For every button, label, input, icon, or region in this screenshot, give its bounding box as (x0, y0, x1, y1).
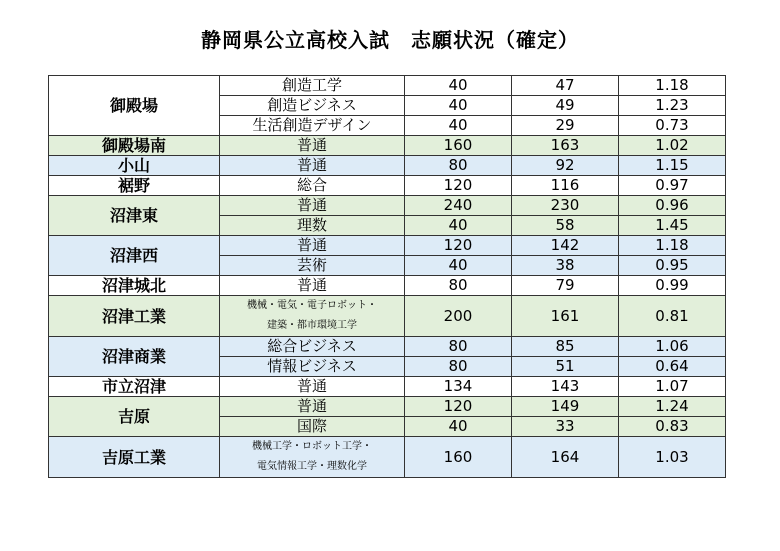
school-name: 沼津西 (49, 236, 220, 276)
course-name: 理数 (220, 216, 405, 236)
capacity-value: 120 (405, 397, 512, 417)
applicants-value: 92 (512, 156, 619, 176)
table-row (49, 236, 726, 256)
applicants-value: 33 (512, 417, 619, 437)
course-name (220, 437, 405, 478)
ratio-value: 1.18 (619, 76, 726, 96)
school-name: 吉原工業 (49, 437, 220, 478)
ratio-value: 1.23 (619, 96, 726, 116)
course-name: 創造ビジネス (220, 96, 405, 116)
applicants-value: 38 (512, 256, 619, 276)
course-name: 普通 (220, 196, 405, 216)
applicants-value: 49 (512, 96, 619, 116)
course-name: 普通 (220, 276, 405, 296)
course-name (220, 296, 405, 337)
capacity-value: 240 (405, 196, 512, 216)
capacity-value: 40 (405, 76, 512, 96)
ratio-value: 0.95 (619, 256, 726, 276)
ratio-value: 1.06 (619, 337, 726, 357)
capacity-value: 40 (405, 216, 512, 236)
applicants-value: 149 (512, 397, 619, 417)
course-line: 建築・都市環境工学 (267, 320, 357, 331)
course-name: 情報ビジネス (220, 357, 405, 377)
course-line: 電気情報工学・理数化学 (257, 461, 367, 472)
applicants-value: 143 (512, 377, 619, 397)
course-name: 普通 (220, 397, 405, 417)
table-row (49, 136, 726, 156)
applicants-value: 116 (512, 176, 619, 196)
capacity-value: 40 (405, 96, 512, 116)
ratio-value: 0.81 (619, 296, 726, 337)
school-name: 吉原 (49, 397, 220, 437)
course-name: 総合ビジネス (220, 337, 405, 357)
capacity-value: 120 (405, 236, 512, 256)
course-name: 総合 (220, 176, 405, 196)
ratio-value: 0.96 (619, 196, 726, 216)
course-name: 普通 (220, 377, 405, 397)
capacity-value: 120 (405, 176, 512, 196)
ratio-value: 1.24 (619, 397, 726, 417)
ratio-value: 0.83 (619, 417, 726, 437)
applicants-value: 164 (512, 437, 619, 478)
table-row (49, 337, 726, 357)
ratio-value: 1.03 (619, 437, 726, 478)
course-name: 芸術 (220, 256, 405, 276)
school-name: 沼津工業 (49, 296, 220, 337)
table-row (49, 397, 726, 417)
capacity-value: 80 (405, 337, 512, 357)
capacity-value: 134 (405, 377, 512, 397)
capacity-value: 40 (405, 256, 512, 276)
table-row (49, 296, 726, 337)
ratio-value: 1.15 (619, 156, 726, 176)
applicants-value: 47 (512, 76, 619, 96)
course-name: 国際 (220, 417, 405, 437)
capacity-value: 200 (405, 296, 512, 337)
table-row (49, 196, 726, 216)
school-name: 沼津東 (49, 196, 220, 236)
applicants-value: 51 (512, 357, 619, 377)
school-name: 沼津城北 (49, 276, 220, 296)
capacity-value: 160 (405, 136, 512, 156)
capacity-value: 80 (405, 357, 512, 377)
ratio-value: 0.73 (619, 116, 726, 136)
table-row (49, 76, 726, 96)
ratio-value: 0.97 (619, 176, 726, 196)
school-name: 御殿場 (49, 76, 220, 136)
course-name: 創造工学 (220, 76, 405, 96)
ratio-value: 0.64 (619, 357, 726, 377)
capacity-value: 40 (405, 116, 512, 136)
school-name: 裾野 (49, 176, 220, 196)
course-name: 生活創造デザイン (220, 116, 405, 136)
applicants-value: 58 (512, 216, 619, 236)
course-line: 機械・電気・電子ロボット・ (247, 300, 377, 311)
applicants-value: 29 (512, 116, 619, 136)
ratio-value: 1.18 (619, 236, 726, 256)
application-status-table (48, 75, 726, 478)
applicants-value: 161 (512, 296, 619, 337)
ratio-value: 1.07 (619, 377, 726, 397)
course-line: 機械工学・ロボット工学・ (252, 441, 372, 452)
capacity-value: 40 (405, 417, 512, 437)
table-row (49, 377, 726, 397)
applicants-value: 85 (512, 337, 619, 357)
page-title: 静岡県公立高校入試 志願状況（確定） (201, 28, 579, 52)
capacity-value: 80 (405, 156, 512, 176)
table-row (49, 156, 726, 176)
course-name: 普通 (220, 156, 405, 176)
table-row (49, 176, 726, 196)
school-name: 小山 (49, 156, 220, 176)
school-name: 沼津商業 (49, 337, 220, 377)
ratio-value: 1.45 (619, 216, 726, 236)
course-name: 普通 (220, 136, 405, 156)
ratio-value: 1.02 (619, 136, 726, 156)
applicants-value: 230 (512, 196, 619, 216)
applicants-value: 163 (512, 136, 619, 156)
ratio-value: 0.99 (619, 276, 726, 296)
table-row (49, 437, 726, 478)
table-row (49, 276, 726, 296)
school-name: 市立沼津 (49, 377, 220, 397)
capacity-value: 80 (405, 276, 512, 296)
applicants-value: 79 (512, 276, 619, 296)
course-name: 普通 (220, 236, 405, 256)
applicants-value: 142 (512, 236, 619, 256)
school-name: 御殿場南 (49, 136, 220, 156)
capacity-value: 160 (405, 437, 512, 478)
